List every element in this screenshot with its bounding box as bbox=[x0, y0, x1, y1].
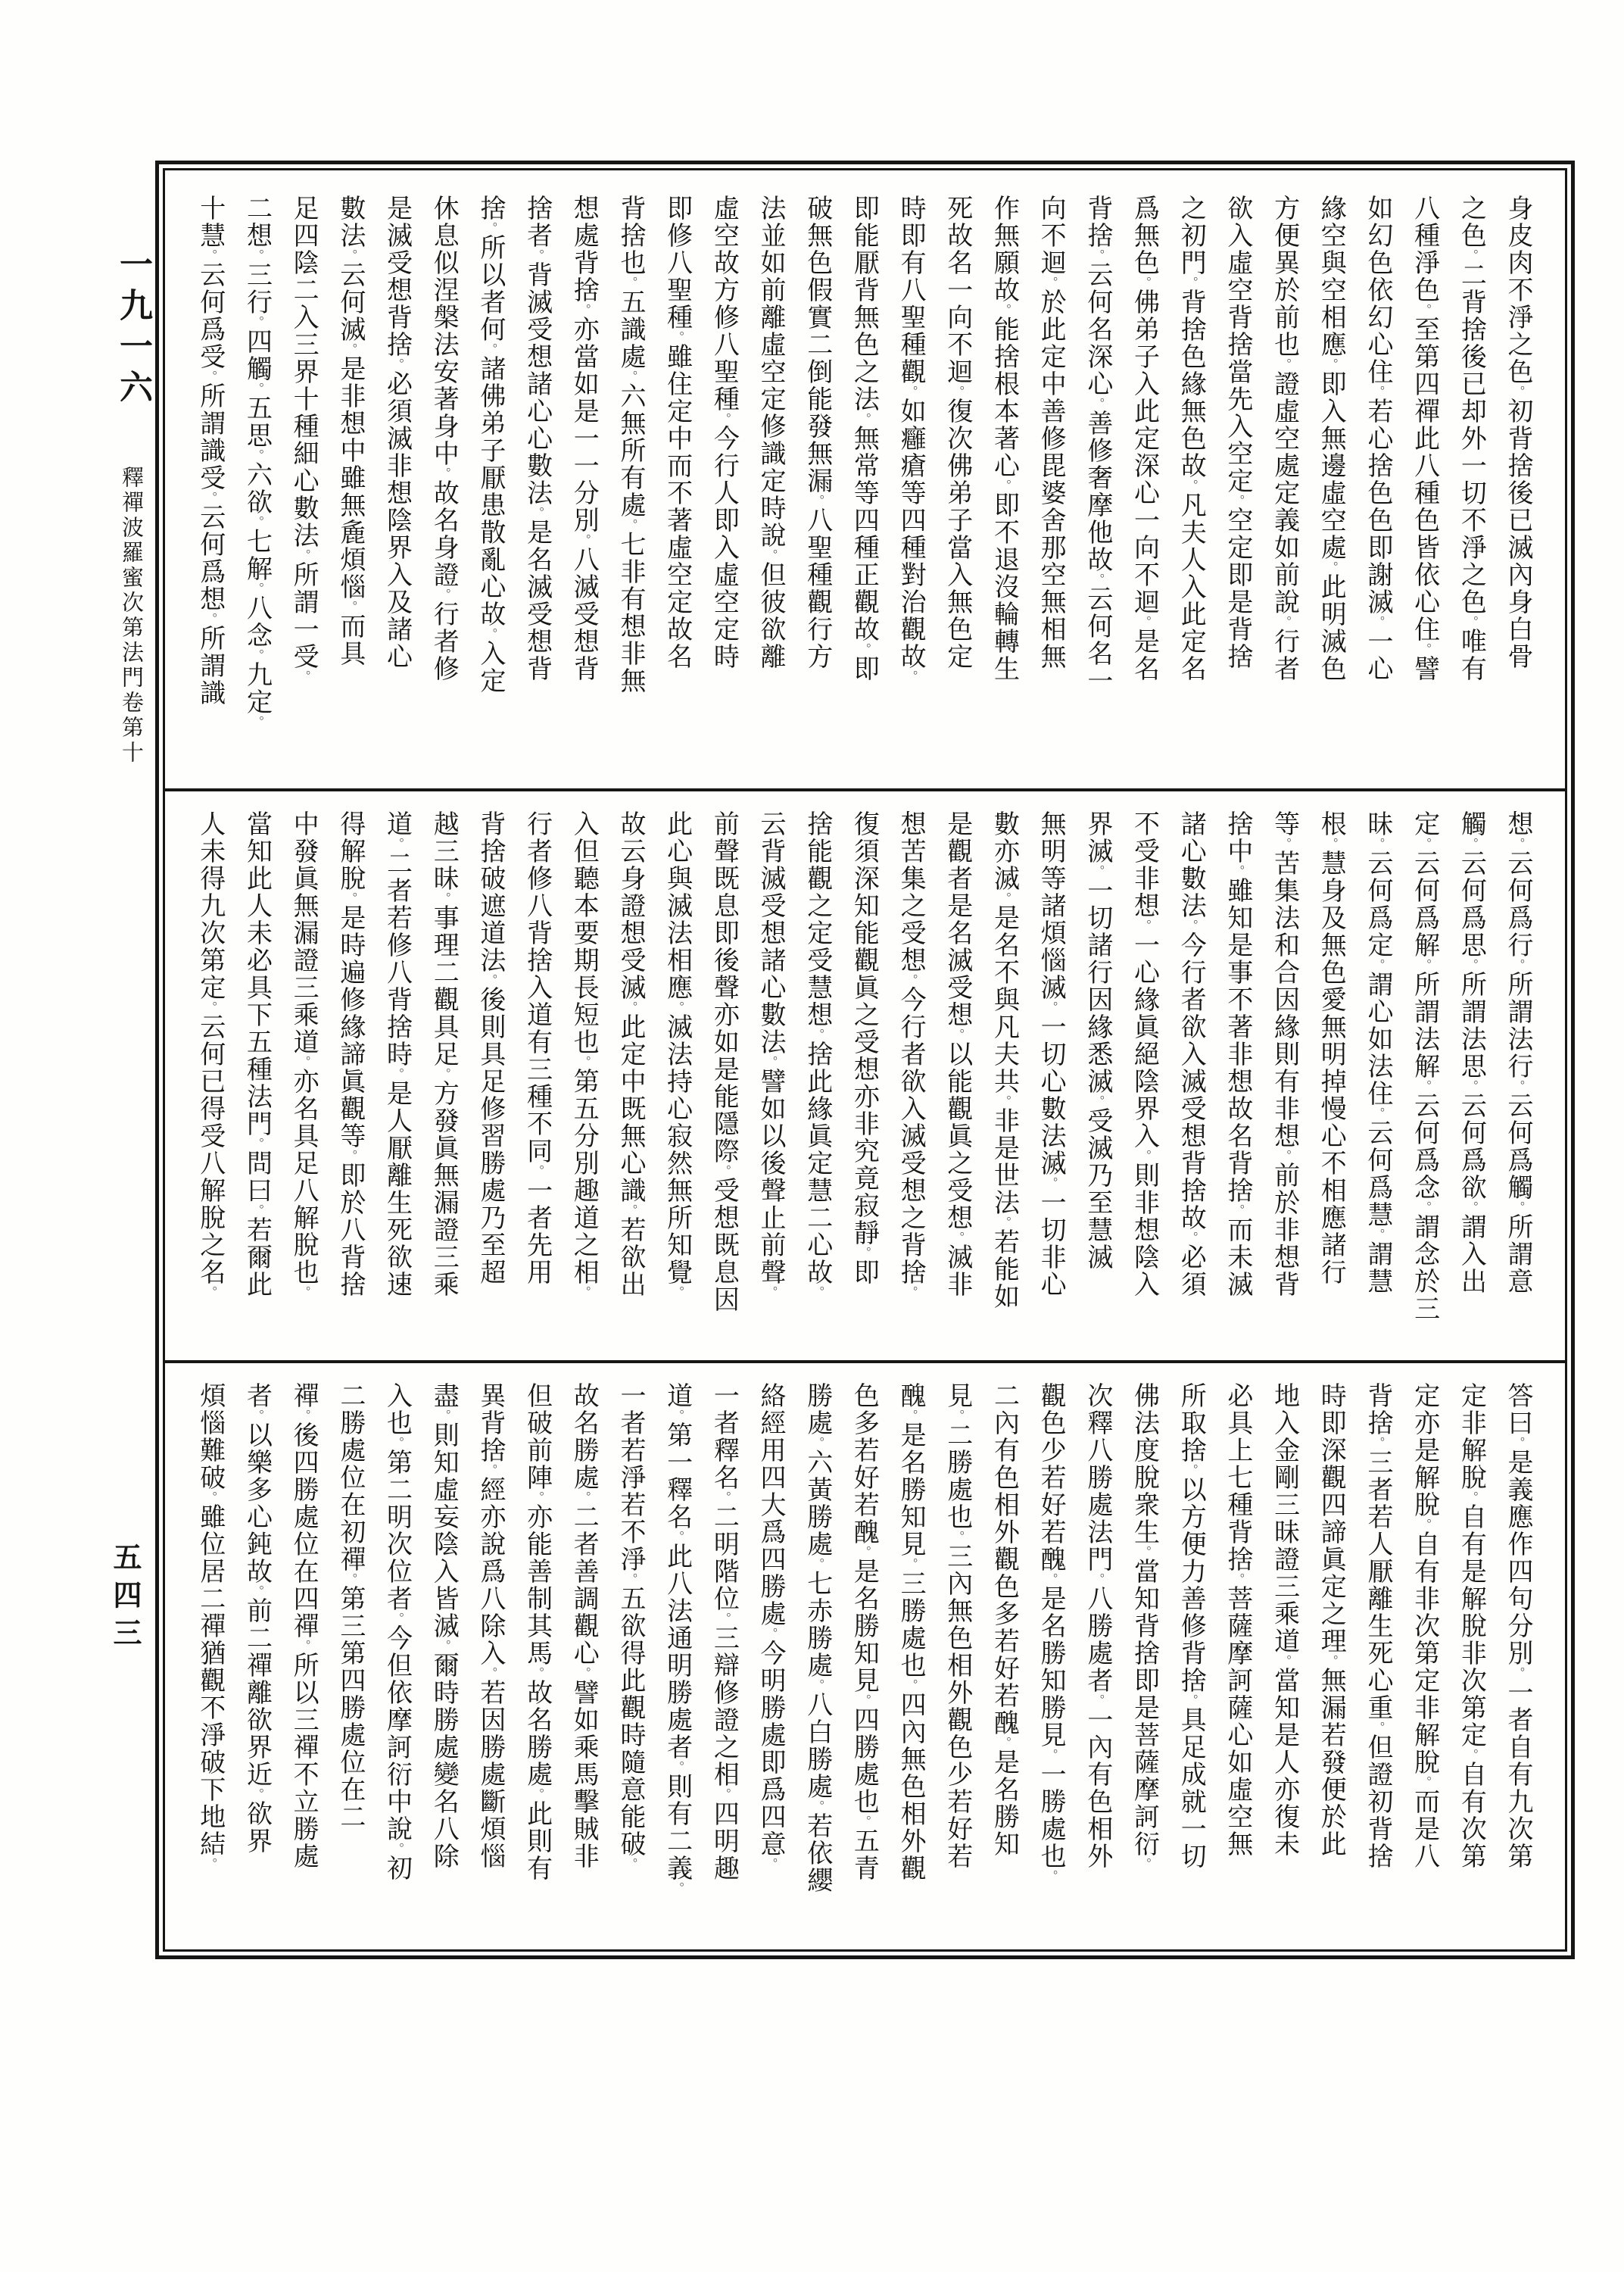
text-column: 必具上七種背捨。菩薩摩訶薩心如虛空無 bbox=[1222, 1382, 1253, 1858]
text-column: 昧。云何爲定。謂心如法住。云何爲慧。謂慧 bbox=[1362, 810, 1393, 1295]
text-column: 作無願故。能捨根本著心。即不退沒輪轉生 bbox=[989, 195, 1020, 682]
text-column: 佛法度脫衆生。當知背捨即是菩薩摩訶衍。 bbox=[1129, 1382, 1160, 1870]
text-column: 無明等諸煩惱滅。一切心數法滅。一切非心 bbox=[1036, 810, 1067, 1298]
text-column: 但破前陣。亦能善制其馬。故名勝處。此則有 bbox=[522, 1382, 553, 1882]
text-column: 想處背捨。亦當如是一一分別。八滅受想背 bbox=[569, 195, 600, 682]
text-column: 一者若淨若不淨。五欲得此觀時隨意能破。 bbox=[615, 1382, 646, 1870]
register-divider-rule bbox=[165, 788, 1565, 791]
text-column: 二勝處位在初禪。第三第四勝處位在二 bbox=[335, 1382, 366, 1830]
text-column: 休息似涅槃法安著身中。故名身證。行者修 bbox=[429, 195, 460, 682]
text-column: 煩惱難破。雖位居二禪猶觀不淨破下地結。 bbox=[195, 1382, 226, 1870]
text-column: 行者修八背捨入道有三種不同。一者先用 bbox=[522, 810, 553, 1286]
text-column: 次釋八勝處法門。八勝處者。一內有色相外 bbox=[1082, 1382, 1113, 1870]
text-column: 越三昧。事理二觀具足。方發眞無漏證三乘 bbox=[429, 810, 460, 1298]
text-column: 虛空故方修八聖種。今行人即入虛空定時 bbox=[709, 195, 740, 670]
text-column: 想苦集之受想。今行者欲入滅受想之背捨。 bbox=[896, 810, 927, 1298]
text-column: 答曰。是義應作四句分別。一者自有九次第 bbox=[1503, 1382, 1533, 1870]
text-column: 所取捨。以方便力善修背捨。具足成就一切 bbox=[1176, 1382, 1207, 1870]
text-column: 入但聽本要期長短也。第五分別趣道之相。 bbox=[569, 810, 600, 1298]
register-divider-rule bbox=[165, 1360, 1565, 1363]
text-column: 是觀者是名滅受想。以能觀眞之受想。滅非 bbox=[942, 810, 973, 1298]
text-column: 觀色少若好若醜。是名勝知勝見。一勝處也。 bbox=[1036, 1382, 1067, 1882]
text-column: 想。云何爲行。所謂法行。云何爲觸。所謂意 bbox=[1503, 810, 1533, 1295]
text-frame-inner-border bbox=[163, 168, 1567, 1952]
text-column: 背捨。三者若人厭離生死心重。但證初背捨 bbox=[1362, 1382, 1393, 1870]
text-column: 色多若好若醜。是名勝知見。四勝處也。五青 bbox=[849, 1382, 880, 1882]
text-column: 一者釋名。二明階位。三辯修證之相。四明趣 bbox=[709, 1382, 740, 1882]
text-column: 向不迴。於此定中善修毘婆舍那空無相無 bbox=[1036, 195, 1067, 670]
text-column: 欲入虛空背捨當先入空定。空定即是背捨 bbox=[1222, 195, 1253, 670]
text-column: 此心與滅法相應。滅法持心寂然無所知覺。 bbox=[662, 810, 693, 1298]
text-column: 不受非想。一心緣眞絕陰界入。則非想陰入 bbox=[1129, 810, 1160, 1298]
text-column: 故云身證想受滅。此定中既無心識。若欲出 bbox=[615, 810, 646, 1298]
text-column: 是滅受想背捨。必須滅非想陰界入及諸心 bbox=[382, 195, 413, 670]
taisho-text-number: 一九一六 bbox=[114, 247, 152, 410]
upper-register bbox=[186, 195, 1541, 793]
page-number: 五四三 bbox=[108, 1542, 142, 1656]
text-column: 即能厭背無色之法。無常等四種正觀故。即 bbox=[849, 195, 880, 682]
text-column: 根。慧身及無色愛無明掉慢心不相應諸行 bbox=[1316, 810, 1347, 1286]
text-column: 之初門。背捨色緣無色故。凡夫人入此定名 bbox=[1176, 195, 1207, 682]
text-column: 八種淨色。至第四禪此八種色皆依心住。譬 bbox=[1409, 195, 1440, 682]
text-column: 見。二勝處也。三內無色相外觀色少若好若 bbox=[942, 1382, 973, 1870]
text-column: 捨。所以者何。諸佛弟子厭患散亂心故。入定 bbox=[475, 195, 506, 694]
text-column: 時即深觀四諦眞定之理。無漏若發便於此 bbox=[1316, 1382, 1347, 1858]
text-column: 法並如前離虛空定修識定時說。但彼欲離 bbox=[756, 195, 786, 670]
text-column: 之色。二背捨後已却外一切不淨之色。唯有 bbox=[1456, 195, 1487, 682]
text-column: 十慧。云何爲受。所謂識受。云何爲想。所謂識 bbox=[195, 195, 226, 707]
text-column: 死故名一向不迴。復次佛弟子當入無色定 bbox=[942, 195, 973, 670]
lower-register bbox=[186, 1382, 1541, 1946]
text-column: 捨者。背滅受想諸心心數法。是名滅受想背 bbox=[522, 195, 553, 682]
text-column: 定亦是解脫。自有非次第定非解脫。而是八 bbox=[1409, 1382, 1440, 1870]
text-column: 道。第一釋名。此八法通明勝處者。則有二義。 bbox=[662, 1382, 693, 1894]
text-column: 爲無色。佛弟子入此定深心一向不迴。是名 bbox=[1129, 195, 1160, 682]
text-column: 捨中。雖知是事不著非想故名背捨。而未滅 bbox=[1222, 810, 1253, 1298]
text-column: 緣空與空相應。即入無邊虛空處。此明滅色 bbox=[1316, 195, 1347, 682]
text-column: 當知此人未必具下五種法門。問曰。若爾此 bbox=[242, 810, 273, 1298]
text-column: 時即有八聖種觀。如癰瘡等四種對治觀故。 bbox=[896, 195, 927, 682]
text-column: 絡經用四大爲四勝處。今明勝處即爲四意。 bbox=[756, 1382, 786, 1870]
text-column: 足四陰二入三界十種細心數法。所謂一受。 bbox=[288, 195, 320, 682]
text-column: 定。云何爲解。所謂法解。云何爲念。謂念於三 bbox=[1409, 810, 1440, 1322]
text-column: 得解脫。是時遍修緣諦眞觀等。即於八背捨 bbox=[335, 810, 366, 1298]
text-column: 地入金剛三昧證三乘道。當知是人亦復未 bbox=[1269, 1382, 1300, 1858]
text-column: 等。苦集法和合因緣則有非想。前於非想背 bbox=[1269, 810, 1300, 1298]
text-column: 二內有色相外觀色多若好若醜。是名勝知 bbox=[989, 1382, 1020, 1858]
text-column: 諸心數法。今行者欲入滅受想背捨故。必須 bbox=[1176, 810, 1207, 1298]
text-column: 身皮肉不淨之色。初背捨後已滅內身白骨 bbox=[1503, 195, 1533, 670]
text-column: 道。二者若修八背捨時。是人厭離生死欲速 bbox=[382, 810, 413, 1298]
text-column: 背捨也。五識處。六無所有處。七非有想非無 bbox=[615, 195, 646, 694]
middle-register bbox=[186, 810, 1541, 1359]
text-column: 復須深知能觀眞之受想亦非究竟寂靜。即 bbox=[849, 810, 880, 1286]
text-column: 勝處。六黃勝處。七赤勝處。八白勝處。若依纓 bbox=[802, 1382, 833, 1894]
text-column: 界滅。一切諸行因緣悉滅。受滅乃至慧滅 bbox=[1082, 810, 1113, 1271]
text-column: 云背滅受想諸心數法。譬如以後聲止前聲。 bbox=[756, 810, 786, 1298]
text-frame-outer-border bbox=[155, 161, 1575, 1959]
text-column: 盡。則知虛妄陰入皆滅。爾時勝處變名八除 bbox=[429, 1382, 460, 1870]
text-column: 數亦滅。是名不與凡夫共。非是世法。若能如 bbox=[989, 810, 1020, 1310]
text-column: 定非解脫。自有是解脫非次第定。自有次第 bbox=[1456, 1382, 1487, 1870]
text-column: 醜。是名勝知見。三勝處也。四內無色相外觀 bbox=[896, 1382, 927, 1882]
text-column: 前聲既息即後聲亦如是能隱際。受想既息因 bbox=[709, 810, 740, 1313]
text-column: 異背捨。經亦說爲八除入。若因勝處斷煩惱 bbox=[475, 1382, 506, 1870]
text-column: 即修八聖種。雖住定中而不著虛空定故名 bbox=[662, 195, 693, 670]
text-column: 破無色假實二倒能發無漏。八聖種觀行方 bbox=[802, 195, 833, 670]
text-column: 故名勝處。二者善調觀心。譬如乘馬擊賊非 bbox=[569, 1382, 600, 1870]
running-title: 釋禪波羅蜜次第法門卷第十 bbox=[119, 466, 145, 766]
text-column: 觸。云何爲思。所謂法思。云何爲欲。謂入出 bbox=[1456, 810, 1487, 1295]
text-column: 背捨。云何名深心。善修奢摩他故。云何名一 bbox=[1082, 195, 1113, 694]
text-column: 方便異於前也。證虛空處定義如前說。行者 bbox=[1269, 195, 1300, 682]
text-column: 入也。第二明次位者。今但依摩訶衍中說。初 bbox=[382, 1382, 413, 1882]
text-column: 數法。云何滅。是非想中雖無麁煩惱。而具 bbox=[335, 195, 366, 667]
text-column: 中發眞無漏證三乘道。亦名具足八解脫也。 bbox=[288, 810, 320, 1298]
text-column: 二想。三行。四觸。五思。六欲。七解。八念。九定。 bbox=[242, 195, 273, 728]
text-column: 背捨破遮道法。後則具足修習勝處乃至超 bbox=[475, 810, 506, 1286]
text-column: 如幻色依幻心住。若心捨色色即謝滅。一心 bbox=[1362, 195, 1393, 682]
text-column: 捨能觀之定受慧想。捨此緣眞定慧二心故。 bbox=[802, 810, 833, 1298]
text-column: 者。以樂多心鈍故。前二禪離欲界近。欲界 bbox=[242, 1382, 273, 1855]
text-column: 人未得九次第定。云何已得受八解脫之名。 bbox=[195, 810, 226, 1298]
text-column: 禪。後四勝處位在四禪。所以三禪不立勝處 bbox=[288, 1382, 320, 1870]
